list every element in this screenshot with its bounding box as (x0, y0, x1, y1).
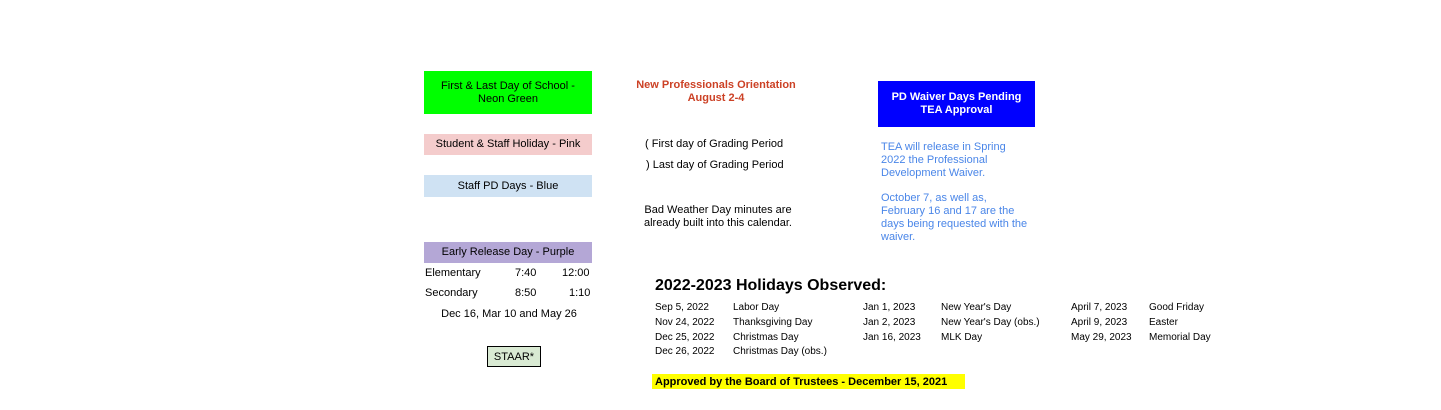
holiday-date: Jan 16, 2023 (863, 332, 921, 343)
tea-note-line: waiver. (881, 231, 916, 243)
early-release-level: Secondary (425, 287, 478, 299)
holiday-date: Nov 24, 2022 (655, 317, 715, 328)
holiday-name: Labor Day (733, 302, 780, 313)
holiday-name: MLK Day (941, 332, 983, 343)
pd-waiver-line2: TEA Approval (920, 104, 993, 116)
orientation-line1: New Professionals Orientation (636, 79, 796, 91)
tea-note-para1 (881, 141, 1041, 180)
orientation-line2: August 2-4 (687, 92, 745, 104)
legend-holiday-label: Student & Staff Holiday - Pink (435, 138, 581, 150)
pd-waiver-box (878, 81, 1035, 127)
tea-note-para2 (881, 192, 1041, 244)
legend-first-last-day-label: First & Last Day of School - Neon Green (441, 79, 575, 105)
early-release-start: 7:40 (515, 267, 537, 279)
legend-first-last-day (424, 71, 592, 114)
early-release-row-secondary (424, 287, 594, 301)
legend-early-release-label: Early Release Day - Purple (441, 246, 575, 258)
holiday-name: New Year's Day (941, 302, 1012, 313)
holiday-name: Good Friday (1149, 302, 1205, 313)
holiday-name: Easter (1149, 317, 1178, 328)
early-release-end: 12:00 (562, 267, 590, 279)
board-approval-text: Approved by the Board of Trustees - December 15, 2021 (655, 375, 948, 388)
legend-staar (487, 346, 541, 367)
legend-staar-label: STAAR* (493, 350, 535, 363)
holiday-date: Sep 5, 2022 (655, 302, 709, 313)
early-release-end: 1:10 (569, 287, 591, 299)
tea-note-line: October 7, as well as, (881, 192, 987, 204)
bad-weather-line1: Bad Weather Day minutes are (644, 204, 792, 216)
legend-early-release (424, 242, 592, 263)
holiday-name: Christmas Day (obs.) (733, 346, 827, 357)
holiday-date: April 9, 2023 (1071, 317, 1128, 328)
legend-pd-days-label: Staff PD Days - Blue (457, 179, 559, 192)
grading-first-note: ( First day of Grading Period (645, 138, 784, 150)
legend-holiday (424, 134, 592, 155)
holiday-name: Thanksgiving Day (733, 317, 813, 328)
early-release-dates: Dec 16, Mar 10 and May 26 (441, 308, 577, 320)
tea-note-line: days being requested with the (881, 218, 1028, 230)
legend-pd-days (424, 175, 592, 197)
early-release-start: 8:50 (515, 287, 537, 299)
holiday-date: Dec 26, 2022 (655, 346, 715, 357)
holiday-name: New Year's Day (obs.) (941, 317, 1040, 328)
tea-note-line: February 16 and 17 are the (881, 205, 1015, 217)
board-approval-banner (652, 374, 965, 389)
bad-weather-note (620, 204, 816, 230)
holiday-name: Christmas Day (733, 332, 799, 343)
tea-note-line: Development Waiver. (881, 167, 986, 179)
holiday-date: April 7, 2023 (1071, 302, 1128, 313)
holiday-date: Jan 1, 2023 (863, 302, 916, 313)
early-release-row-elementary (424, 267, 594, 281)
holiday-date: Dec 25, 2022 (655, 332, 715, 343)
tea-note-line: TEA will release in Spring (881, 141, 1006, 153)
bad-weather-line2: already built into this calendar. (644, 217, 792, 229)
early-release-level: Elementary (425, 267, 481, 279)
holiday-date: Jan 2, 2023 (863, 317, 916, 328)
pd-waiver-line1: PD Waiver Days Pending (891, 91, 1022, 103)
holiday-name: Memorial Day (1149, 332, 1211, 343)
orientation-note (620, 79, 812, 105)
holiday-date: May 29, 2023 (1071, 332, 1132, 343)
tea-note-line: 2022 the Professional (881, 154, 988, 166)
holidays-title: 2022-2023 Holidays Observed: (655, 277, 887, 294)
grading-last-note: ) Last day of Grading Period (646, 159, 784, 171)
